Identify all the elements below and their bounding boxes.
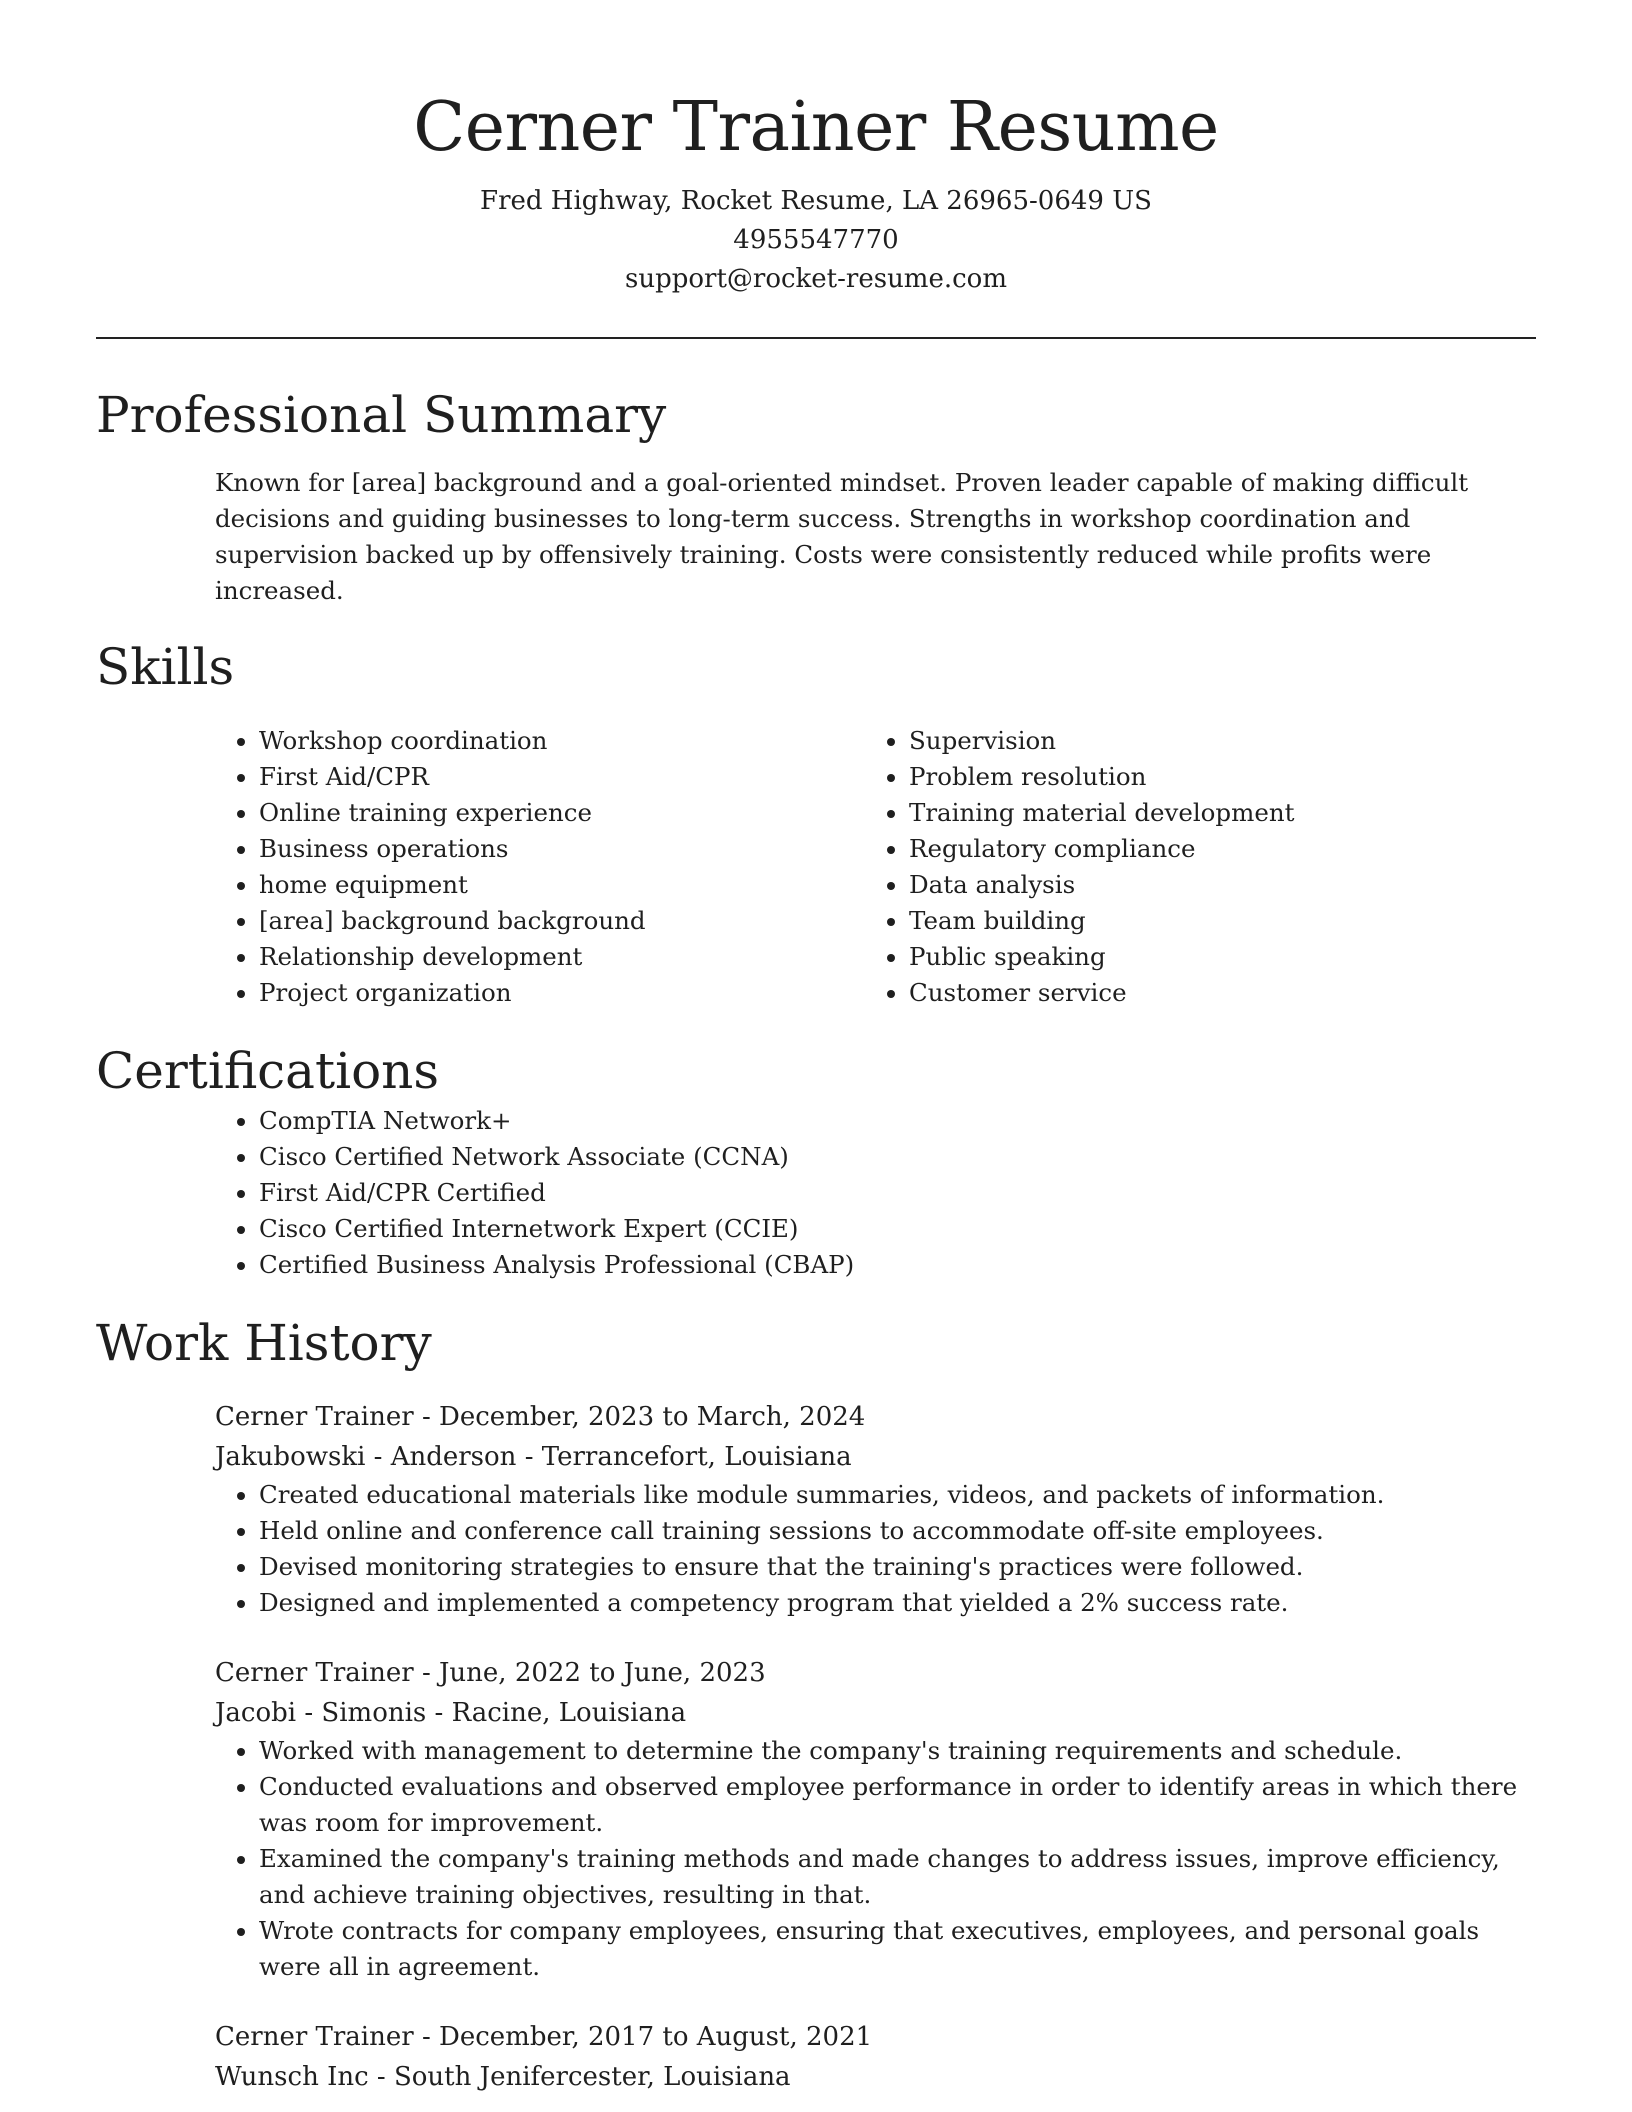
job-role: Cerner Trainer: [215, 1658, 414, 1688]
job-role: Cerner Trainer: [215, 2022, 414, 2052]
job-location: - Racine, Louisiana: [434, 1698, 687, 1728]
job-dates: - June, 2022 to June, 2023: [421, 1658, 766, 1688]
job-entry: [215, 1397, 1536, 1621]
skill-item: • Business operations: [259, 831, 865, 867]
job-duty: • Worked with management to determine the company's training requirements and schedule.: [259, 1733, 1536, 1769]
skill-item: • Workshop coordination: [259, 723, 865, 759]
skills-heading: Skills: [96, 638, 235, 696]
skill-item: • Problem resolution: [909, 759, 1515, 795]
work-history-list: [96, 1397, 1536, 2097]
job-duty: • Wrote contracts for company employees, ensuring that executives, employees, and personal goals were all in agreement.: [259, 1913, 1536, 1985]
resume-header: [96, 0, 1536, 299]
job-duty: • Examined the company's training methods and made changes to address issues, improve efficiency, and achieve training objectives, resulting in that.: [259, 1841, 1536, 1913]
job-entry: [215, 2017, 1536, 2097]
skills-column-left: [215, 723, 865, 1011]
job-company-line: [215, 1437, 1536, 1477]
contact-info: [96, 182, 1536, 299]
job-entry: [215, 1653, 1536, 1985]
skill-item: • home equipment: [259, 867, 865, 903]
skill-item: • Supervision: [909, 723, 1515, 759]
work-history-heading: Work History: [96, 1314, 432, 1372]
skill-item: • Data analysis: [909, 867, 1515, 903]
job-duties: [215, 1477, 1536, 1621]
certifications-heading: Certifications: [96, 1042, 440, 1100]
skill-item: • Regulatory compliance: [909, 831, 1515, 867]
job-role: Cerner Trainer: [215, 1402, 414, 1432]
skill-item: • Training material development: [909, 795, 1515, 831]
job-duties: [215, 1733, 1536, 1985]
skill-item: • [area] background background: [259, 903, 865, 939]
header-divider: [96, 337, 1536, 339]
resume-title: Cerner Trainer Resume: [413, 88, 1219, 167]
certification-item: • Cisco Certified Network Associate (CCNA): [259, 1139, 1536, 1175]
job-dates: - December, 2017 to August, 2021: [421, 2022, 873, 2052]
skill-item: • Team building: [909, 903, 1515, 939]
job-duty: • Devised monitoring strategies to ensure that the training's practices were followed.: [259, 1549, 1536, 1585]
skills-list: [215, 723, 1536, 1011]
summary-text: Known for [area] background and a goal-oriented mindset. Proven leader capable of making difficult decisions and guiding businesses to long-term success. Strengths in workshop coordination and supervision backed up by offensively training. Costs were consistently reduced while profits were increased.: [215, 468, 1469, 605]
job-company-line: [215, 1693, 1536, 1733]
skill-item: • Project organization: [259, 975, 865, 1011]
job-duty: • Conducted evaluations and observed employee performance in order to identify areas in which there was room for improvement.: [259, 1769, 1536, 1841]
email: support@rocket-resume.com: [624, 264, 1007, 294]
certifications-list: [215, 1103, 1536, 1283]
job-title-line: [215, 2017, 1536, 2057]
job-title-line: [215, 1653, 1536, 1693]
job-dates: - December, 2023 to March, 2024: [421, 1402, 866, 1432]
certification-item: • Certified Business Analysis Professional (CBAP): [259, 1247, 1536, 1283]
skill-item: • Relationship development: [259, 939, 865, 975]
job-duty: • Created educational materials like module summaries, videos, and packets of information.: [259, 1477, 1536, 1513]
job-company: Jacobi - Simonis: [215, 1698, 427, 1728]
job-duty: • Held online and conference call training sessions to accommodate off-site employees.: [259, 1513, 1536, 1549]
job-title-line: [215, 1397, 1536, 1437]
skill-item: • Public speaking: [909, 939, 1515, 975]
summary-heading: Professional Summary: [96, 386, 667, 444]
certification-item: • Cisco Certified Internetwork Expert (CCIE): [259, 1211, 1536, 1247]
certification-item: • First Aid/CPR Certified: [259, 1175, 1536, 1211]
job-location: - South Jenifercester, Louisiana: [376, 2062, 791, 2092]
certification-item: • CompTIA Network+: [259, 1103, 1536, 1139]
skill-item: • Online training experience: [259, 795, 865, 831]
job-company: Jakubowski - Anderson: [215, 1442, 517, 1472]
job-location: - Terrancefort, Louisiana: [524, 1442, 852, 1472]
phone: 4955547770: [733, 225, 899, 255]
skill-item: • Customer service: [909, 975, 1515, 1011]
address: Fred Highway, Rocket Resume, LA 26965-0649 US: [480, 186, 1152, 216]
job-company-line: [215, 2057, 1536, 2097]
skills-column-right: [865, 723, 1515, 1011]
resume-page: [96, 0, 1536, 2097]
skill-item: • First Aid/CPR: [259, 759, 865, 795]
job-company: Wunsch Inc: [215, 2062, 369, 2092]
job-duty: • Designed and implemented a competency program that yielded a 2% success rate.: [259, 1585, 1536, 1621]
